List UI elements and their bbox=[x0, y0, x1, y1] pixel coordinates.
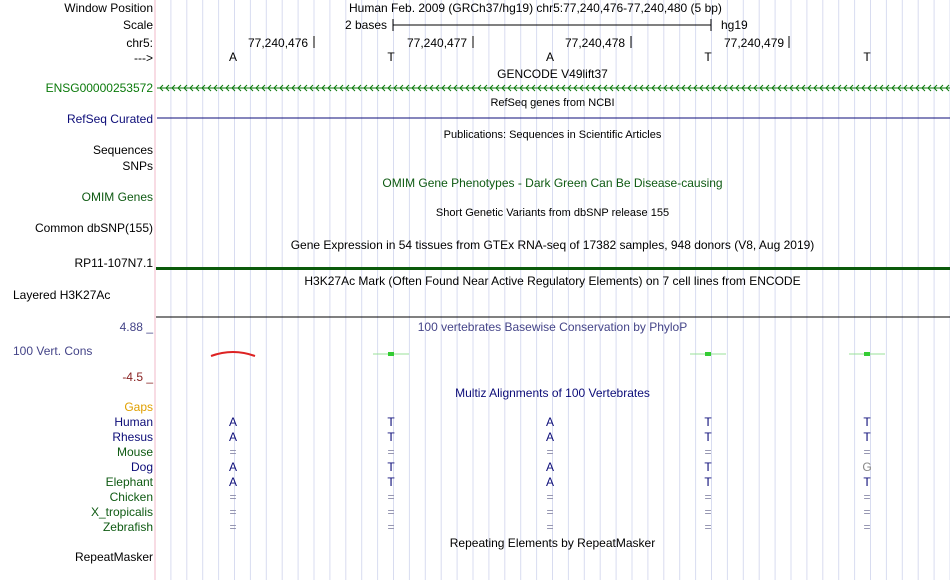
alignment-base: T bbox=[704, 475, 712, 489]
publications-track-title: Publications: Sequences in Scientific Articles bbox=[443, 129, 662, 141]
alignment-base: A bbox=[545, 460, 554, 474]
repeatmasker-track-label[interactable]: RepeatMasker bbox=[74, 550, 153, 564]
alignment-base: A bbox=[545, 415, 554, 429]
sequence-base: A bbox=[545, 50, 554, 64]
species-label[interactable]: Dog bbox=[130, 460, 153, 474]
alignment-base: = bbox=[229, 490, 237, 504]
dbsnp-track-label[interactable]: Common dbSNP(155) bbox=[34, 221, 153, 235]
alignment-base: A bbox=[545, 475, 554, 489]
position-tick-3: 77,240,478 bbox=[565, 36, 626, 50]
alignment-base: G bbox=[862, 460, 872, 474]
alignment-base: = bbox=[229, 505, 237, 519]
refseq-track-title: RefSeq genes from NCBI bbox=[490, 97, 615, 109]
species-label[interactable]: Zebrafish bbox=[102, 520, 153, 534]
alignment-base: T bbox=[387, 475, 395, 489]
gtex-gene-label[interactable]: RP11-107N7.1 bbox=[74, 256, 153, 270]
alignment-base: T bbox=[387, 430, 395, 444]
alignment-base: = bbox=[546, 520, 554, 534]
position-tick-2: 77,240,477 bbox=[407, 36, 468, 50]
species-label[interactable]: Human bbox=[114, 415, 153, 429]
alignment-base: = bbox=[704, 520, 712, 534]
alignment-base: A bbox=[228, 430, 237, 444]
phylop-bar bbox=[211, 352, 255, 356]
alignment-base: = bbox=[546, 490, 554, 504]
alignment-base: = bbox=[704, 505, 712, 519]
alignment-base: = bbox=[229, 445, 237, 459]
species-label[interactable]: Elephant bbox=[105, 475, 153, 489]
strand-label: ---> bbox=[134, 51, 153, 65]
alignment-base: = bbox=[387, 505, 395, 519]
phylop-track-title: 100 vertebrates Basewise Conservation by PhyloP bbox=[417, 320, 688, 334]
phylop-track-label[interactable]: 100 Vert. Cons bbox=[13, 344, 93, 358]
scale-assembly-text: hg19 bbox=[721, 18, 748, 32]
phylop-bar bbox=[864, 352, 870, 356]
scale-label: Scale bbox=[122, 18, 153, 32]
omim-track-label[interactable]: OMIM Genes bbox=[81, 190, 153, 204]
alignment-base: T bbox=[387, 460, 395, 474]
alignment-base: = bbox=[546, 445, 554, 459]
species-label[interactable]: X_tropicalis bbox=[90, 505, 153, 519]
phylop-bar bbox=[705, 352, 711, 356]
publications-snps-label[interactable]: SNPs bbox=[122, 159, 153, 173]
publications-sequences-label[interactable]: Sequences bbox=[92, 143, 153, 157]
alignment-base: = bbox=[704, 490, 712, 504]
sequence-base: T bbox=[863, 50, 871, 64]
alignment-base: = bbox=[546, 505, 554, 519]
dbsnp-track-title: Short Genetic Variants from dbSNP release 155 bbox=[435, 207, 670, 219]
alignment-base: A bbox=[228, 460, 237, 474]
h3k27ac-track-title: H3K27Ac Mark (Often Found Near Active Regulatory Elements) on 7 cell lines from ENCODE bbox=[304, 274, 801, 288]
sequence-base: A bbox=[228, 50, 237, 64]
alignment-base: A bbox=[228, 415, 237, 429]
gtex-track-title: Gene Expression in 54 tissues from GTEx RNA-seq of 17382 samples, 948 donors (V8, Aug 2019) bbox=[290, 238, 815, 252]
refseq-track-label[interactable]: RefSeq Curated bbox=[66, 112, 153, 126]
chrom-label: chr5: bbox=[126, 36, 153, 50]
alignment-base: = bbox=[704, 445, 712, 459]
position-tick-4: 77,240,479 bbox=[724, 36, 785, 50]
alignment-base: T bbox=[704, 430, 712, 444]
phylop-max-value: 4.88 _ bbox=[119, 320, 153, 334]
species-label[interactable]: Rhesus bbox=[112, 430, 153, 444]
alignment-base: T bbox=[387, 415, 395, 429]
phylop-min-value: -4.5 _ bbox=[122, 370, 153, 384]
gencode-track-title: GENCODE V49lift37 bbox=[497, 67, 608, 81]
alignment-base: T bbox=[863, 430, 871, 444]
omim-track-title: OMIM Gene Phenotypes - Dark Green Can Be Disease-causing bbox=[382, 176, 723, 190]
window-position-text: Human Feb. 2009 (GRCh37/hg19) chr5:77,240,476-77,240,480 (5 bp) bbox=[349, 1, 722, 15]
alignment-base: = bbox=[229, 520, 237, 534]
gencode-gene-label[interactable]: ENSG00000253572 bbox=[45, 81, 153, 95]
species-label[interactable]: Chicken bbox=[109, 490, 153, 504]
phylop-bar bbox=[388, 352, 394, 356]
repeatmasker-track-title: Repeating Elements by RepeatMasker bbox=[449, 536, 656, 550]
position-tick-1: 77,240,476 bbox=[248, 36, 309, 50]
alignment-base: T bbox=[863, 475, 871, 489]
gtex-gene-bar bbox=[156, 267, 950, 270]
sequence-base: T bbox=[704, 50, 712, 64]
h3k27ac-track-label[interactable]: Layered H3K27Ac bbox=[13, 288, 111, 302]
alignment-base: A bbox=[545, 430, 554, 444]
alignment-base: = bbox=[863, 520, 871, 534]
alignment-base: = bbox=[863, 445, 871, 459]
alignment-base: = bbox=[863, 505, 871, 519]
window-position-label: Window Position bbox=[64, 1, 153, 15]
alignment-base: A bbox=[228, 475, 237, 489]
alignment-base: = bbox=[387, 490, 395, 504]
alignment-base: T bbox=[704, 460, 712, 474]
multiz-gaps-label[interactable]: Gaps bbox=[124, 400, 153, 414]
multiz-track-title: Multiz Alignments of 100 Vertebrates bbox=[455, 386, 650, 400]
species-label[interactable]: Mouse bbox=[116, 445, 153, 459]
scale-left-text: 2 bases bbox=[345, 18, 388, 32]
alignment-base: = bbox=[387, 445, 395, 459]
alignment-base: = bbox=[387, 520, 395, 534]
alignment-base: T bbox=[863, 415, 871, 429]
alignment-base: T bbox=[704, 415, 712, 429]
sequence-base: T bbox=[387, 50, 395, 64]
alignment-base: = bbox=[863, 490, 871, 504]
